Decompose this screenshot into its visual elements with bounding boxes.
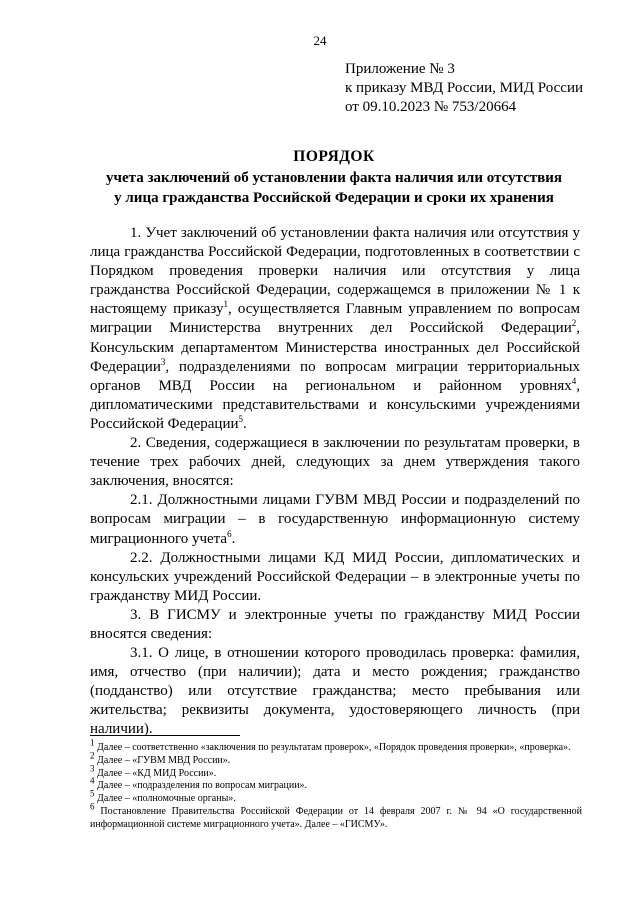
footnote-2-text: Далее – «ГУВМ МВД России». bbox=[97, 754, 231, 766]
paragraph-2-2: 2.2. Должностными лицами КД МИД России, дипломатических и консульских учреждений Российской Федерации – в электронные учеты по гражданству МИД России. bbox=[90, 549, 580, 604]
footnote-ref-1: 1 bbox=[223, 299, 229, 310]
footnote-divider bbox=[90, 735, 240, 736]
title-main: ПОРЯДОК bbox=[293, 148, 375, 165]
footnote-1-text: Далее – соответственно «заключения по результатам проверок», «Порядок проведения проверки», «проверка». bbox=[97, 742, 571, 753]
title-line-1: учета заключений об установлении факта наличия или отсутствия bbox=[106, 170, 562, 186]
footnote-5 bbox=[90, 788, 582, 806]
paragraph-1-text-d: , подразделениями по вопросам миграции территориальных органов МВД России на региональном и районном уровнях bbox=[90, 358, 580, 394]
paragraph-1-text-f: . bbox=[243, 415, 247, 432]
paragraph-1-text-b: , осуществляется Главным управлением по вопросам миграции Министерства внутренних дел Российской Федерации bbox=[90, 301, 580, 337]
footnote-3-number: 3 bbox=[90, 763, 95, 774]
document-body bbox=[90, 224, 580, 740]
footnote-5-number: 5 bbox=[90, 788, 95, 799]
footnote-4 bbox=[90, 776, 582, 793]
footnote-1-number: 1 bbox=[90, 737, 95, 748]
appendix-line-2: к приказу МВД России, МИД России bbox=[345, 80, 584, 96]
footnotes bbox=[90, 737, 583, 832]
paragraph-1-text-e: , дипломатическими представительствами и консульскими учреждениями Российской Федерации bbox=[90, 377, 580, 432]
footnote-ref-5: 5 bbox=[238, 413, 244, 424]
footnote-2 bbox=[90, 750, 582, 768]
paragraph-2-1-text-b: . bbox=[231, 530, 236, 547]
footnote-6-text: Постановление Правительства Российской Федерации от 14 февраля 2007 г. № 94 «О государственной информационной системе миграционного учета». Далее – «ГИСМУ». bbox=[90, 805, 583, 830]
footnote-2-number: 2 bbox=[90, 750, 95, 761]
footnote-3-text: Далее – «КД МИД России». bbox=[97, 767, 217, 779]
document-title bbox=[60, 147, 608, 208]
paragraph-1-text-c: , Консульским департаментом Министерства иностранных дел Российской Федерации bbox=[90, 320, 580, 375]
appendix-line-1: Приложение № 3 bbox=[345, 61, 455, 77]
appendix-line-3: от 09.10.2023 № 753/20664 bbox=[345, 99, 517, 115]
title-line-2: у лица гражданства Российской Федерации и сроки их хранения bbox=[114, 189, 554, 206]
appendix-header bbox=[345, 60, 583, 117]
footnote-4-number: 4 bbox=[90, 776, 95, 787]
page-number: 24 bbox=[313, 33, 327, 48]
footnote-3 bbox=[90, 763, 582, 781]
footnote-6-number: 6 bbox=[90, 801, 95, 812]
paragraph-2-1-text-a: 2.1. Должностными лицами ГУВМ МВД России и подразделений по вопросам миграции – в государственную информационную систему миграционного учета bbox=[90, 492, 580, 547]
footnote-ref-4: 4 bbox=[571, 375, 577, 386]
paragraph-3-1: 3.1. О лице, в отношении которого проводилась проверка: фамилия, имя, отчество (при наличии); дата и место рождения; гражданство (подданство) или отсутствие гражданства; место пребывания или жительства; реквизиты документа, удостоверяющего личность (при наличии). bbox=[90, 645, 580, 738]
paragraph-2-1 bbox=[90, 491, 580, 548]
footnote-ref-3: 3 bbox=[160, 356, 166, 367]
paragraph-2: 2. Сведения, содержащиеся в заключении по результатам проверки, в течение трех рабочих дней, следующих за днем утверждения такого заключения, вносятся: bbox=[90, 435, 580, 490]
footnote-6 bbox=[90, 801, 583, 832]
paragraph-3: 3. В ГИСМУ и электронные учеты по гражданству МИД России вносятся сведения: bbox=[90, 606, 580, 642]
footnote-1 bbox=[90, 737, 582, 755]
footnote-ref-6: 6 bbox=[227, 528, 232, 539]
footnote-5-text: Далее – «полномочные органы». bbox=[97, 793, 236, 805]
footnote-ref-2: 2 bbox=[571, 318, 577, 329]
paragraph-1-text-a: 1. Учет заключений об установлении факта наличия или отсутствия у лица гражданства Российской Федерации, подготовленных в соответствии с Порядком проведения проверки наличия или отсутствия у лица гражданства Российской Федерации, содержащемся в приложении № 1 к настоящему приказу bbox=[90, 225, 580, 318]
paragraph-1 bbox=[90, 224, 580, 434]
footnote-4-text: Далее – «подразделения по вопросам миграции». bbox=[97, 780, 308, 792]
